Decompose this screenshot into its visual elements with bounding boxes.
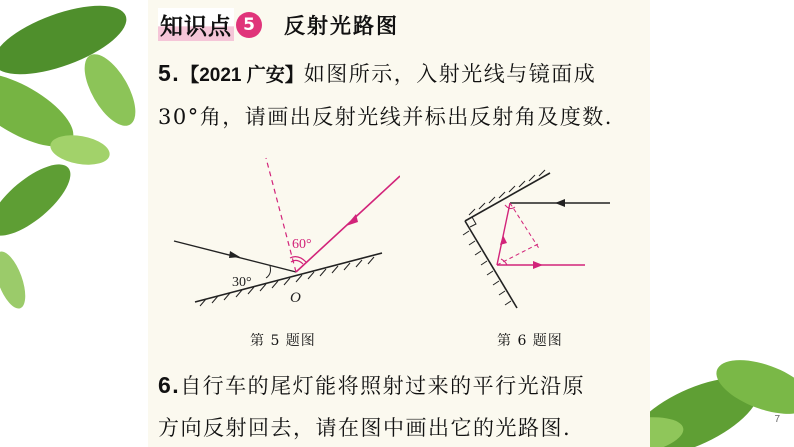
question-6-text-2: 方向反射回去，请在图中画出它的光路图. — [158, 416, 572, 440]
section-title: 反射光路图 — [284, 12, 399, 38]
figure-5-normal-line — [266, 158, 296, 272]
question-5-text-2: 30°角，请画出反射光线并标出反射角及度数. — [158, 105, 613, 129]
question-5-text-1: 如图所示，入射光线与镜面成 — [303, 62, 597, 86]
question-6-line-1 — [158, 370, 585, 400]
question-6-line-2 — [158, 412, 571, 442]
figure-6-diagram — [455, 165, 615, 315]
question-5-source: 【2021 广安】 — [180, 65, 304, 86]
figure-5-diagram — [160, 150, 400, 310]
question-5-line-1 — [158, 58, 596, 88]
figure-5-caption: 第 5 题图 — [250, 333, 316, 349]
page-number: 7 — [774, 414, 780, 425]
figure-5-angle-30-label: 30° — [232, 275, 252, 290]
question-5-number: 5. — [158, 60, 181, 86]
figure-6-reflected-arrow-2 — [533, 261, 543, 269]
figure-6-incident-arrow — [555, 199, 565, 207]
section-number-badge: 5 — [236, 12, 262, 38]
section-label: 知识点 — [158, 8, 234, 41]
figure-6-caption: 第 6 题图 — [497, 333, 563, 349]
figure-6-normal-1 — [510, 203, 540, 250]
section-header — [158, 8, 399, 41]
figure-5-mirror-hatching — [200, 257, 374, 306]
figure-5-point-label: O — [290, 290, 301, 306]
figure-5-angle-60-label: 60° — [292, 237, 312, 252]
figure-6-reflected-arrow-1 — [500, 235, 507, 245]
figure-6-reflected-ray-1 — [497, 203, 510, 265]
figure-5-angle-30-arc — [266, 266, 271, 278]
question-6-text-1: 自行车的尾灯能将照射过来的平行光沿原 — [180, 374, 586, 398]
figure-5-incident-arrow — [229, 251, 240, 258]
figure-5-mirror-line — [195, 253, 382, 302]
figure-5-reflected-arrow — [346, 214, 358, 226]
question-6-number: 6. — [158, 372, 181, 398]
question-5-line-2 — [158, 101, 613, 131]
leaf-decoration-left — [0, 0, 160, 447]
